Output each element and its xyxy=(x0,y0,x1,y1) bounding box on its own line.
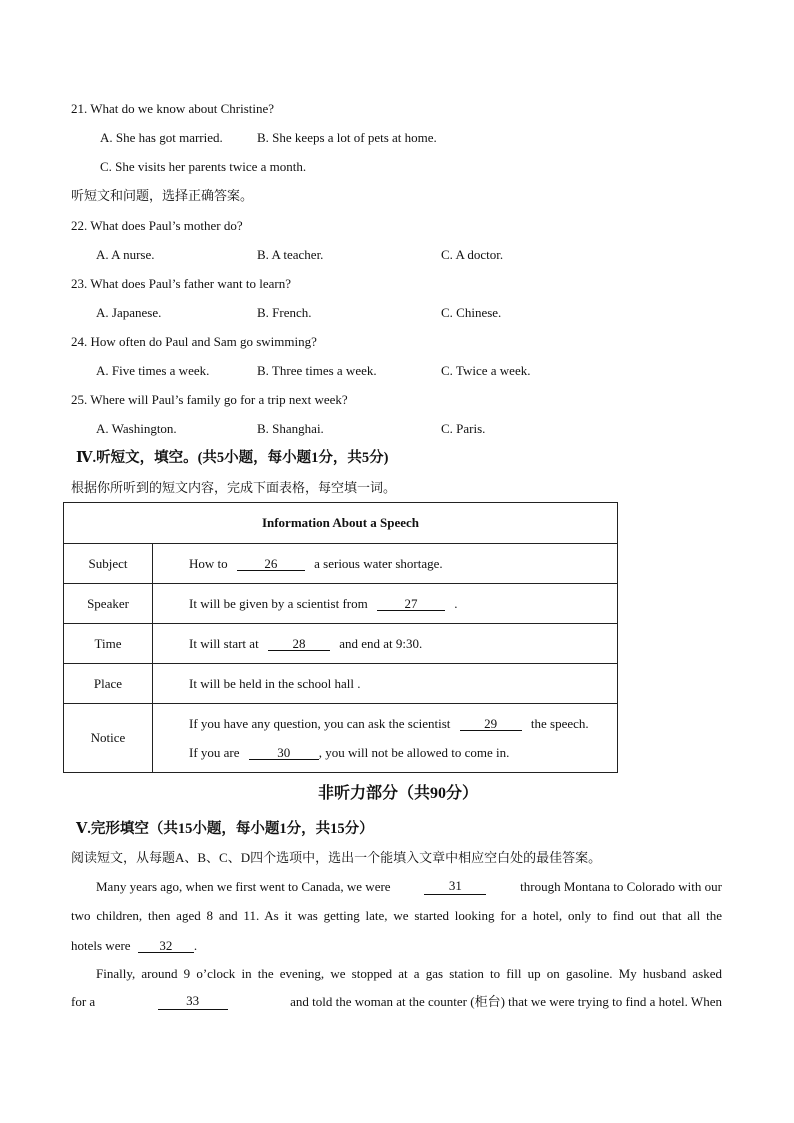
q25-option-b: B. Shanghai. xyxy=(257,421,324,436)
row-value-place: It will be held in the school hall . xyxy=(153,664,618,704)
question-23: 23. What does Paul’s father want to learn? xyxy=(71,276,291,291)
speech-info-table xyxy=(63,502,618,773)
time-text-pre: It will start at xyxy=(189,635,259,651)
part-2-title: 非听力部分（共90分） xyxy=(318,785,479,802)
p2-l2-pre: for a xyxy=(71,994,96,1009)
p1-l1-post: through Montana to Colorado with our xyxy=(520,879,722,894)
blank-30[interactable]: 30 xyxy=(249,746,319,760)
notice-1-post: the speech. xyxy=(530,716,589,731)
section-5-instruction: 阅读短文，从每题A、B、C、D四个选项中，选出一个能填入文章中相应空白处的最佳答案。 xyxy=(71,850,602,865)
row-value-subject xyxy=(153,544,618,584)
q22-option-b: B. A teacher. xyxy=(257,247,324,262)
table-row-time xyxy=(64,624,618,664)
table-row-speaker xyxy=(64,584,618,624)
blank-29[interactable]: 29 xyxy=(460,717,522,731)
time-text-post: and end at 9:30. xyxy=(339,635,423,651)
row-label-time: Time xyxy=(64,624,153,664)
blank-26[interactable]: 26 xyxy=(237,557,305,571)
row-value-time xyxy=(153,624,618,664)
p2-l2-post: and told the woman at the counter (柜台) that we were trying to find a hotel. When xyxy=(290,994,722,1009)
notice-2-pre: If you are xyxy=(189,745,240,760)
row-label-notice: Notice xyxy=(64,704,153,773)
q25-option-a: A. Washington. xyxy=(96,421,177,436)
passage-p2-line-2 xyxy=(71,994,722,1010)
q21-option-a: A. She has got married. xyxy=(100,130,223,145)
subject-text-post: a serious water shortage. xyxy=(314,555,443,571)
row-value-notice xyxy=(153,704,618,773)
row-label-subject: Subject xyxy=(64,544,153,584)
section-5-title: Ⅴ.完形填空（共15小题，每小题1分，共15分） xyxy=(76,821,374,837)
blank-31[interactable]: 31 xyxy=(424,879,486,895)
speaker-text-post: . xyxy=(454,595,458,611)
table-row-place xyxy=(64,664,618,704)
blank-32[interactable]: 32 xyxy=(138,939,194,953)
table-header-row xyxy=(64,503,618,544)
subject-text-pre: How to xyxy=(189,555,228,571)
notice-line-1 xyxy=(189,709,617,738)
row-value-speaker xyxy=(153,584,618,624)
blank-27[interactable]: 27 xyxy=(377,597,445,611)
table-row-notice xyxy=(64,704,618,773)
section-4-instruction: 根据你所听到的短文内容，完成下面表格，每空填一词。 xyxy=(71,480,397,495)
question-25: 25. Where will Paul’s family go for a trip next week? xyxy=(71,392,348,407)
passage-p1-line-3 xyxy=(71,938,197,954)
q22-option-c: C. A doctor. xyxy=(441,247,504,262)
blank-28[interactable]: 28 xyxy=(268,637,330,651)
q22-option-a: A. A nurse. xyxy=(96,247,155,262)
notice-line-2 xyxy=(189,738,617,767)
q23-option-c: C. Chinese. xyxy=(441,305,502,320)
notice-1-pre: If you have any question, you can ask the scientist xyxy=(189,716,451,731)
listen-instruction: 听短文和问题，选择正确答案。 xyxy=(71,188,254,203)
q25-option-c: C. Paris. xyxy=(441,421,486,436)
section-4-title: Ⅳ.听短文，填空。(共5小题，每小题1分，共5分) xyxy=(76,450,389,466)
row-label-speaker: Speaker xyxy=(64,584,153,624)
question-21: 21. What do we know about Christine? xyxy=(71,101,275,116)
passage-p1-line-2: two children, then aged 8 and 11. As it was getting late, we started looking for a hotel, only to find out that all the xyxy=(71,908,722,923)
table-row-subject xyxy=(64,544,618,584)
p1-l3-pre: hotels were xyxy=(71,938,131,953)
p1-l1-pre: Many years ago, when we first went to Canada, we were xyxy=(96,879,391,894)
q24-option-b: B. Three times a week. xyxy=(257,363,377,378)
q23-option-a: A. Japanese. xyxy=(96,305,162,320)
row-label-place: Place xyxy=(64,664,153,704)
question-24: 24. How often do Paul and Sam go swimming? xyxy=(71,334,317,349)
notice-2-post: , you will not be allowed to come in. xyxy=(318,745,510,760)
p1-l3-post: . xyxy=(193,938,198,953)
q24-option-c: C. Twice a week. xyxy=(441,363,531,378)
table-title: Information About a Speech xyxy=(64,503,618,544)
blank-33[interactable]: 33 xyxy=(158,994,228,1010)
q24-option-a: A. Five times a week. xyxy=(96,363,210,378)
passage-p2-line-1: Finally, around 9 o’clock in the evening, we stopped at a gas station to fill up on gasoline. My husband asked xyxy=(96,966,722,981)
q21-option-c: C. She visits her parents twice a month. xyxy=(100,159,307,174)
q21-option-b: B. She keeps a lot of pets at home. xyxy=(257,130,437,145)
q23-option-b: B. French. xyxy=(257,305,312,320)
question-22: 22. What does Paul’s mother do? xyxy=(71,218,243,233)
passage-p1-line-1 xyxy=(96,879,722,895)
speaker-text-pre: It will be given by a scientist from xyxy=(189,595,368,611)
